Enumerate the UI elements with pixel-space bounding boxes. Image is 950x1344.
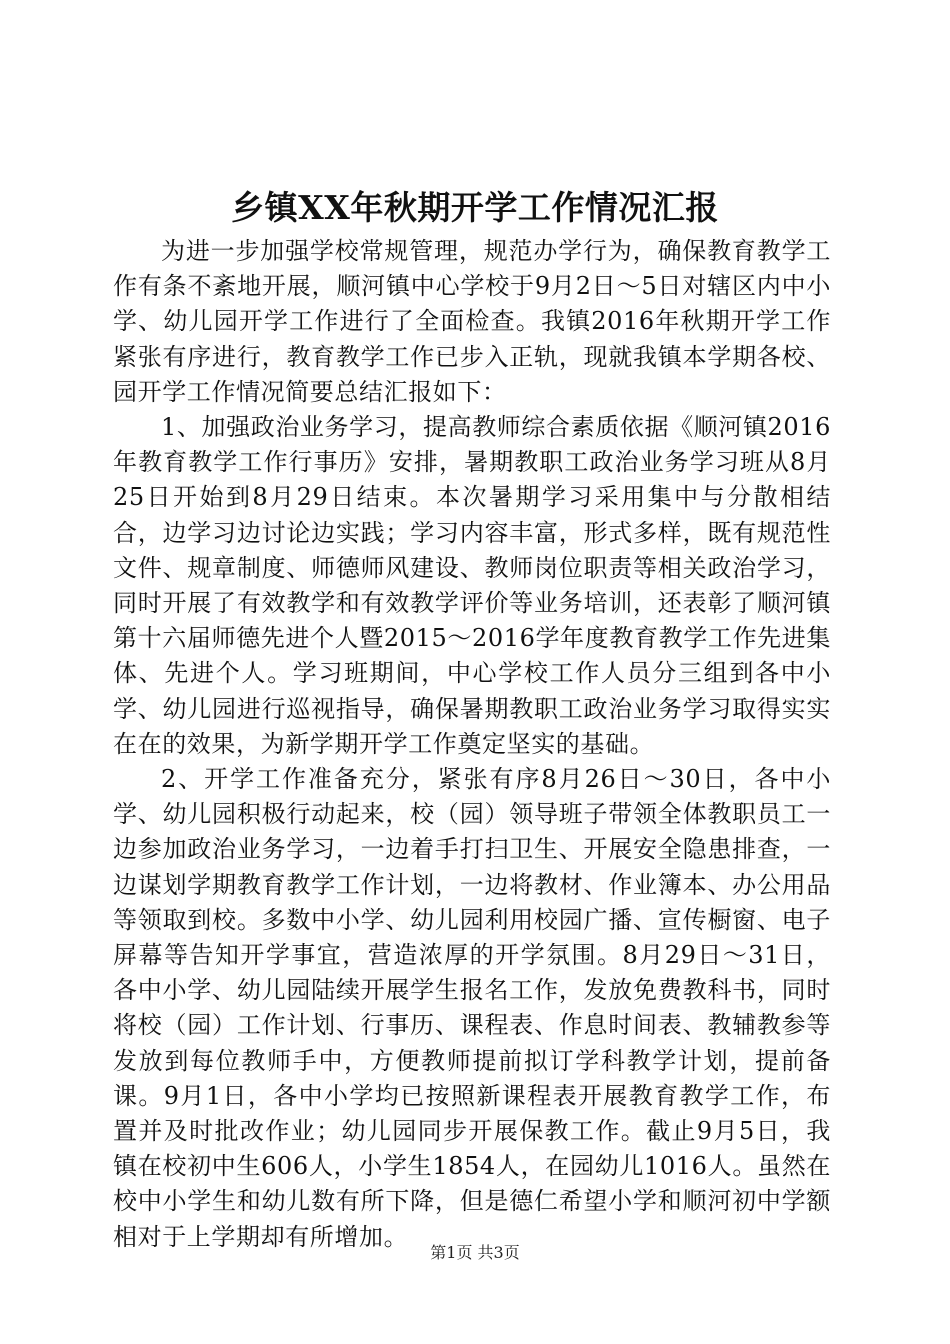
document-body xyxy=(113,234,831,1255)
document-title: 乡镇XX年秋期开学工作情况汇报 xyxy=(231,188,719,227)
paragraph-intro: 为进一步加强学校常规管理，规范办学行为，确保教育教学工作有条不紊地开展，顺河镇中心学校于9月2日～5日对辖区内中小学、幼儿园开学工作进行了全面检查。我镇2016年秋期开学工作紧张有序进行，教育教学工作已步入正轨，现就我镇本学期各校、园开学工作情况简要总结汇报如下： xyxy=(113,237,831,406)
page-number-footer: 第1页 共3页 xyxy=(430,1243,520,1262)
paragraph-section-1: 1、加强政治业务学习，提高教师综合素质依据《顺河镇2016年教育教学工作行事历》安排，暑期教职工政治业务学习班从8月25日开始到8月29日结束。本次暑期学习采用集中与分散相结合，边学习边讨论边实践；学习内容丰富，形式多样，既有规范性文件、规章制度、师德师风建设、教师岗位职责等相关政治学习，同时开展了有效教学和有效教学评价等业务培训，还表彰了顺河镇第十六届师德先进个人暨2015～2016学年度教育教学工作先进集体、先进个人。学习班期间，中心学校工作人员分三组到各中小学、幼儿园进行巡视指导，确保暑期教职工政治业务学习取得实实在在的效果，为新学期开学工作奠定坚实的基础。 xyxy=(113,413,831,758)
paragraph-section-2: 2、开学工作准备充分，紧张有序8月26日～30日，各中小学、幼儿园积极行动起来，校（园）领导班子带领全体教职员工一边参加政治业务学习，一边着手打扫卫生、开展安全隐患排查，一边谋划学期教育教学工作计划，一边将教材、作业簿本、办公用品等领取到校。多数中小学、幼儿园利用校园广播、宣传橱窗、电子屏幕等告知开学事宜，营造浓厚的开学氛围。8月29日～31日，各中小学、幼儿园陆续开展学生报名工作，发放免费教科书，同时将校（园）工作计划、行事历、课程表、作息时间表、教辅教参等发放到每位教师手中，方便教师提前拟订学科教学计划，提前备课。9月1日，各中小学均已按照新课程表开展教育教学工作，布置并及时批改作业；幼儿园同步开展保教工作。截止9月5日，我镇在校初中生606人，小学生1854人，在园幼儿1016人。虽然在校中小学生和幼儿数有所下降，但是德仁希望小学和顺河初中学额相对于上学期却有所增加。 xyxy=(113,765,831,1251)
